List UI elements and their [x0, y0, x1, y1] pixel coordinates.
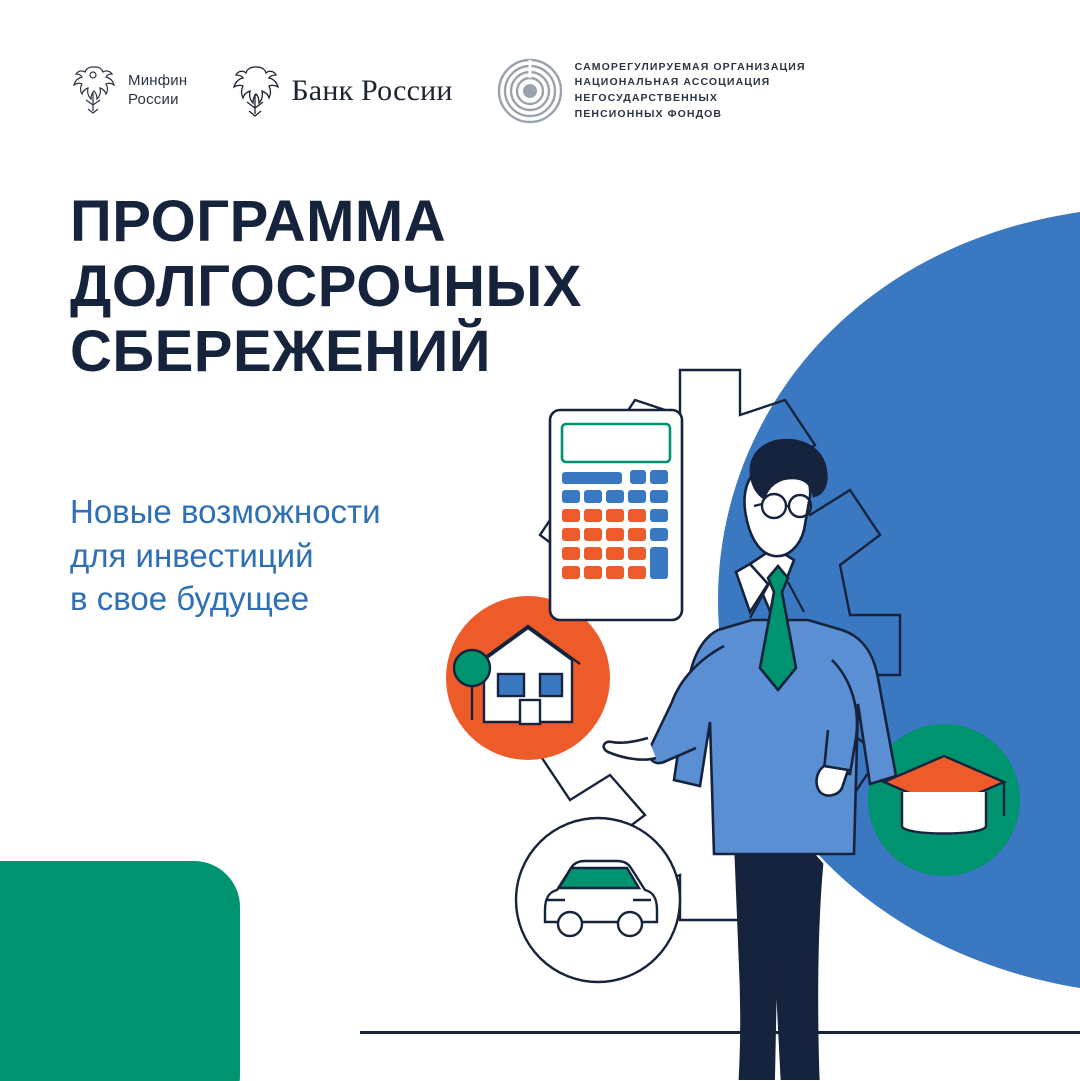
logo-bar — [70, 58, 806, 124]
logo-napf — [497, 58, 806, 124]
logo-bank-of-russia — [231, 62, 452, 120]
spiral-emblem-icon — [497, 58, 563, 124]
subhead-line-3: в свое будущее — [70, 580, 310, 618]
page-title — [70, 190, 690, 385]
logo-minfin — [70, 63, 187, 119]
subhead-line-2: для инвестиций — [70, 536, 314, 574]
car-badge — [516, 818, 680, 982]
subhead-line-1: Новые возможности — [70, 493, 381, 530]
headline-line-2: ДОЛГОСРОЧНЫХ — [70, 253, 582, 319]
logo-napf-label: САМОРЕГУЛИРУЕМАЯ ОРГАНИЗАЦИЯ НАЦИОНАЛЬНАЯ АССОЦИАЦИЯ НЕГОСУДАРСТВЕННЫХ ПЕНСИОННЫХ ФОНДОВ — [574, 60, 806, 120]
page-subtitle — [70, 490, 500, 621]
headline-line-3: СБЕРЕЖЕНИЙ — [70, 318, 491, 384]
calculator[interactable] — [550, 410, 682, 620]
double-headed-eagle-emblem-icon — [231, 62, 279, 120]
headline-line-1: ПРОГРАММА — [70, 189, 447, 254]
logo-bank-of-russia-label: Банк России — [291, 74, 453, 107]
hero-illustration — [380, 330, 1080, 1080]
double-headed-eagle-emblem-icon — [70, 63, 116, 119]
logo-minfin-label: Минфин России — [128, 72, 188, 108]
green-background-shape — [0, 861, 240, 1081]
bottom-rule — [360, 1031, 1080, 1034]
